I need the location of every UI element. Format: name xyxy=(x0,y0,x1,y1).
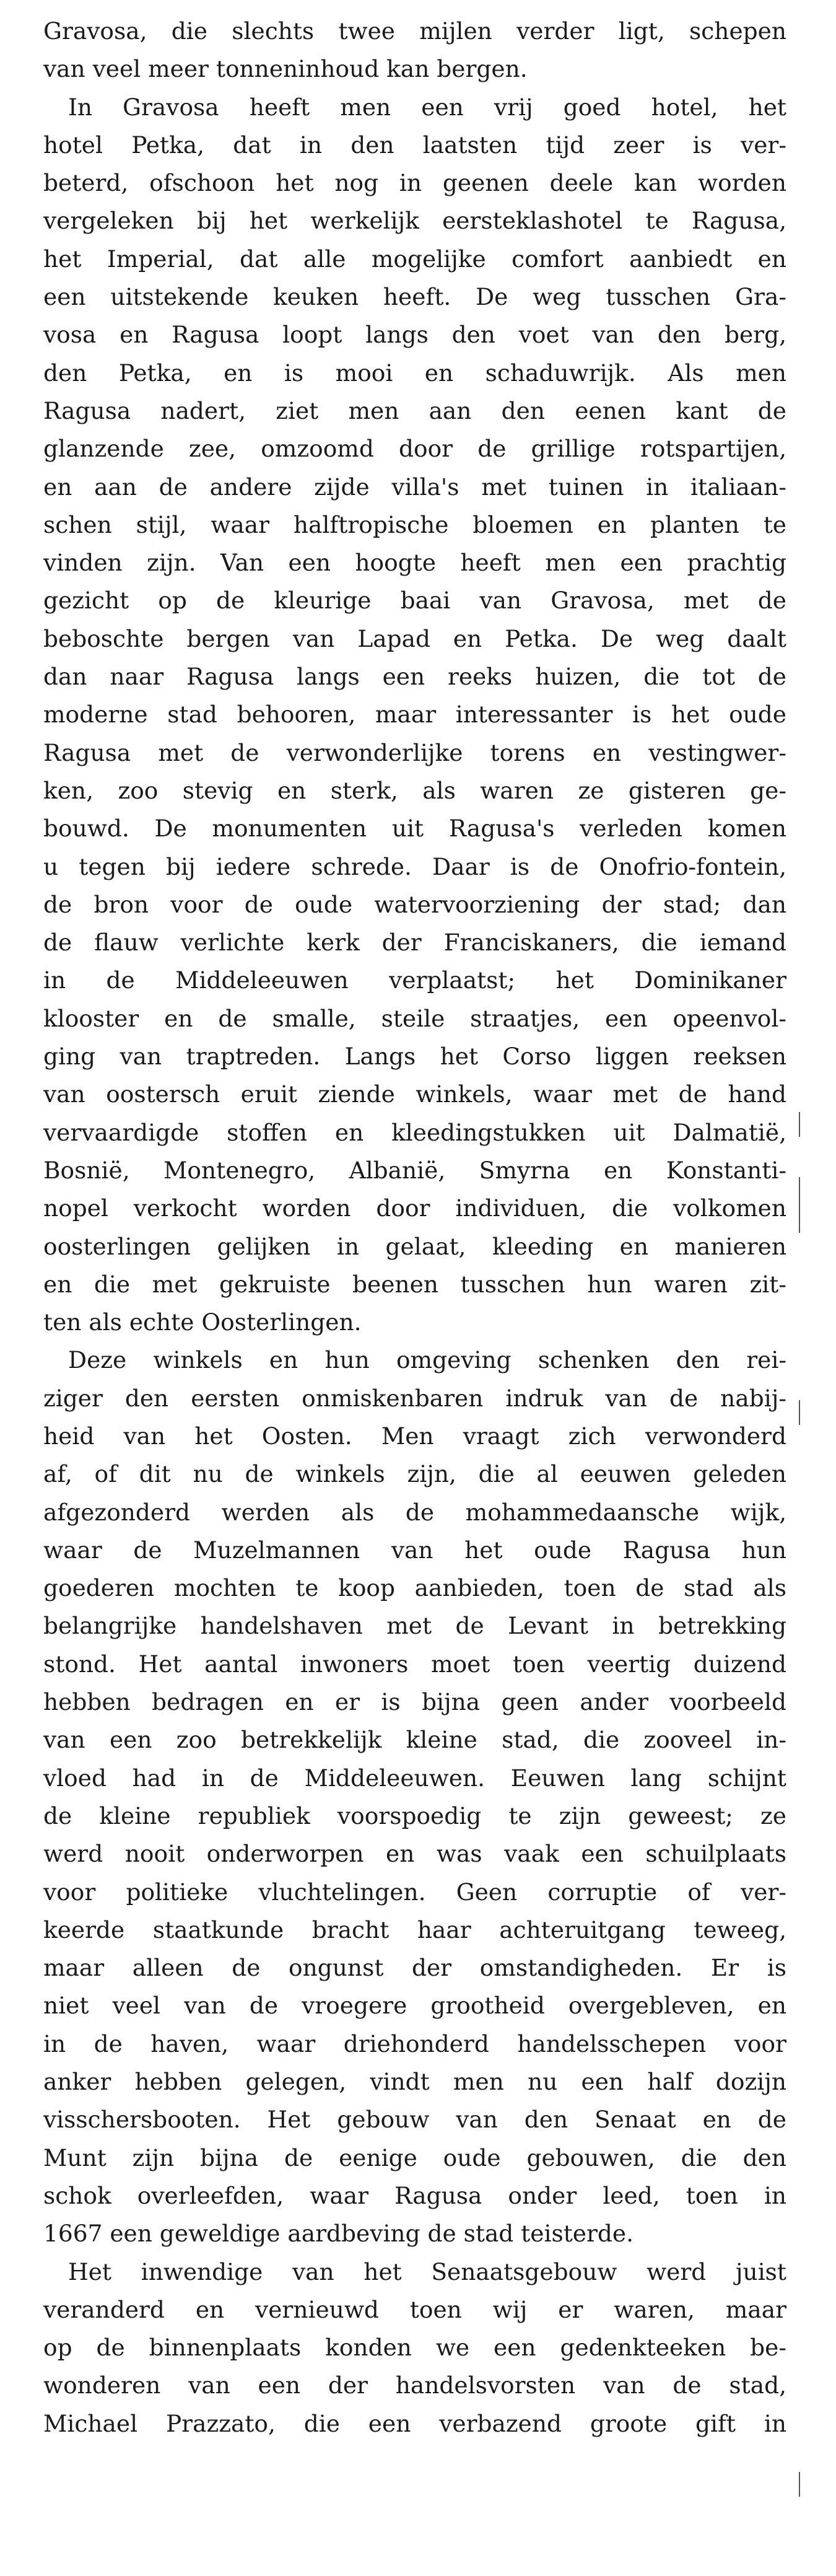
text-line: ziger den eersten onmiskenbaren indruk van de nabij- xyxy=(43,1384,786,1412)
text-line: Michael Prazzato, die een verbazend groote gift in xyxy=(43,2409,786,2437)
text-line: belangrijke handelshaven met de Levant in betrekking xyxy=(43,1612,786,1640)
text-line: klooster en de smalle, steile straatjes, een opeenvol- xyxy=(43,1004,786,1032)
text-line: Ragusa met de verwonderlijke torens en vestingwer- xyxy=(43,738,786,766)
text-line: dan naar Ragusa langs een reeks huizen, die tot de xyxy=(43,663,786,691)
book-page xyxy=(43,12,786,2443)
margin-scan-mark xyxy=(799,1112,800,1137)
text-line: visschersbooten. Het gebouw van den Senaat en de xyxy=(43,2106,786,2134)
text-line: afgezonderd werden als de mohammedaansche wijk, xyxy=(43,1498,786,1526)
text-line: 1667 een geweldige aardbeving de stad teisterde. xyxy=(43,2220,634,2248)
text-line: Het inwendige van het Senaatsgebouw werd juist xyxy=(68,2258,786,2285)
text-line: Bosnië, Montenegro, Albanië, Smyrna en Konstanti- xyxy=(43,1156,786,1184)
text-line: In Gravosa heeft men een vrij goed hotel, het xyxy=(68,93,786,121)
margin-scan-mark xyxy=(799,2472,800,2497)
text-line: waar de Muzelmannen van het oude Ragusa hun xyxy=(43,1536,786,1564)
text-line: af, of dit nu de winkels zijn, die al eeuwen geleden xyxy=(43,1460,786,1488)
text-line: van veel meer tonneninhoud kan bergen. xyxy=(43,55,528,83)
text-line: vosa en Ragusa loopt langs den voet van den berg, xyxy=(43,321,786,349)
text-line: glanzende zee, omzoomd door de grillige rotspartijen, xyxy=(43,435,786,463)
text-line: moderne stad behooren, maar interessanter is het oude xyxy=(43,701,786,729)
text-line: vergeleken bij het werkelijk eersteklashotel te Ragusa, xyxy=(43,207,786,235)
text-line: Deze winkels en hun omgeving schenken den rei- xyxy=(68,1346,786,1374)
text-line: schen stijl, waar halftropische bloemen en planten te xyxy=(43,510,786,538)
text-line: schok overleefden, waar Ragusa onder leed, toen in xyxy=(43,2181,786,2209)
text-line: op de binnenplaats konden we een gedenkteeken be- xyxy=(43,2334,786,2362)
text-line: beboschte bergen van Lapad en Petka. De weg daalt xyxy=(43,624,786,652)
text-line: ging van traptreden. Langs het Corso liggen reeksen xyxy=(43,1043,786,1071)
text-line: niet veel van de vroegere grootheid overgebleven, en xyxy=(43,1992,786,2020)
text-line: maar alleen de ongunst der omstandigheden. Er is xyxy=(43,1954,786,1982)
text-line: ten als echte Oosterlingen. xyxy=(43,1308,362,1336)
text-line: heid van het Oosten. Men vraagt zich verwonderd xyxy=(43,1422,786,1450)
text-line: stond. Het aantal inwoners moet toen veertig duizend xyxy=(43,1650,786,1678)
text-line: u tegen bij iedere schrede. Daar is de Onofrio-fontein, xyxy=(43,852,786,880)
text-line: keerde staatkunde bracht haar achteruitgang teweeg, xyxy=(43,1916,786,1943)
text-line: vloed had in de Middeleeuwen. Eeuwen lang schijnt xyxy=(43,1764,786,1792)
text-line: Munt zijn bijna de eenige oude gebouwen, die den xyxy=(43,2144,786,2171)
paragraph xyxy=(43,2253,786,2443)
text-line: den Petka, en is mooi en schaduwrijk. Als men xyxy=(43,359,786,387)
text-line: beterd, ofschoon het nog in geenen deele kan worden xyxy=(43,169,786,197)
text-line: vervaardigde stoffen en kleedingstukken uit Dalmatië, xyxy=(43,1118,786,1146)
text-line: Gravosa, die slechts twee mijlen verder ligt, schepen xyxy=(43,17,786,45)
text-line: werd nooit onderworpen en was vaak een schuilplaats xyxy=(43,1840,786,1868)
margin-scan-mark xyxy=(799,1177,800,1233)
margin-scan-mark xyxy=(799,1400,800,1425)
text-line: en aan de andere zijde villa's met tuinen in italiaan- xyxy=(43,473,786,501)
text-line: wonderen van een der handelsvorsten van de stad, xyxy=(43,2372,786,2399)
text-line: de flauw verlichte kerk der Franciskaners, die iemand xyxy=(43,929,786,957)
text-line: voor politieke vluchtelingen. Geen corruptie of ver- xyxy=(43,1878,786,1906)
text-line: vinden zijn. Van een hoogte heeft men een prachtig xyxy=(43,549,786,577)
text-line: veranderd en vernieuwd toen wij er waren, maar xyxy=(43,2295,786,2323)
text-line: van oostersch eruit ziende winkels, waar met de hand xyxy=(43,1080,786,1108)
text-line: anker hebben gelegen, vindt men nu een half dozijn xyxy=(43,2068,786,2096)
text-line: goederen mochten te koop aanbieden, toen de stad als xyxy=(43,1574,786,1602)
paragraph xyxy=(43,1341,786,2253)
text-line: hebben bedragen en er is bijna geen ander voorbeeld xyxy=(43,1688,786,1716)
text-line: een uitstekende keuken heeft. De weg tusschen Gra- xyxy=(43,283,786,311)
text-line: oosterlingen gelijken in gelaat, kleeding en manieren xyxy=(43,1232,786,1260)
text-line: de kleine republiek voorspoedig te zijn geweest; ze xyxy=(43,1802,786,1829)
text-line: bouwd. De monumenten uit Ragusa's verleden komen xyxy=(43,815,786,843)
paragraph xyxy=(43,89,786,1342)
text-line: ken, zoo stevig en sterk, als waren ze gisteren ge- xyxy=(43,776,786,804)
text-line: gezicht op de kleurige baai van Gravosa, met de xyxy=(43,587,786,615)
text-line: van een zoo betrekkelijk kleine stad, die zooveel in- xyxy=(43,1726,786,1754)
text-line: hotel Petka, dat in den laatsten tijd zeer is ver- xyxy=(43,131,786,159)
text-line: in de Middeleeuwen verplaatst; het Dominikaner xyxy=(43,966,786,994)
text-line: het Imperial, dat alle mogelijke comfort aanbiedt en xyxy=(43,245,786,273)
paragraph xyxy=(43,12,786,89)
text-line: en die met gekruiste beenen tusschen hun waren zit- xyxy=(43,1270,786,1298)
text-line: de bron voor de oude watervoorziening der stad; dan xyxy=(43,890,786,918)
text-line: nopel verkocht worden door individuen, die volkomen xyxy=(43,1194,786,1222)
text-line: in de haven, waar driehonderd handelsschepen voor xyxy=(43,2030,786,2057)
text-line: Ragusa nadert, ziet men aan den eenen kant de xyxy=(43,396,786,424)
